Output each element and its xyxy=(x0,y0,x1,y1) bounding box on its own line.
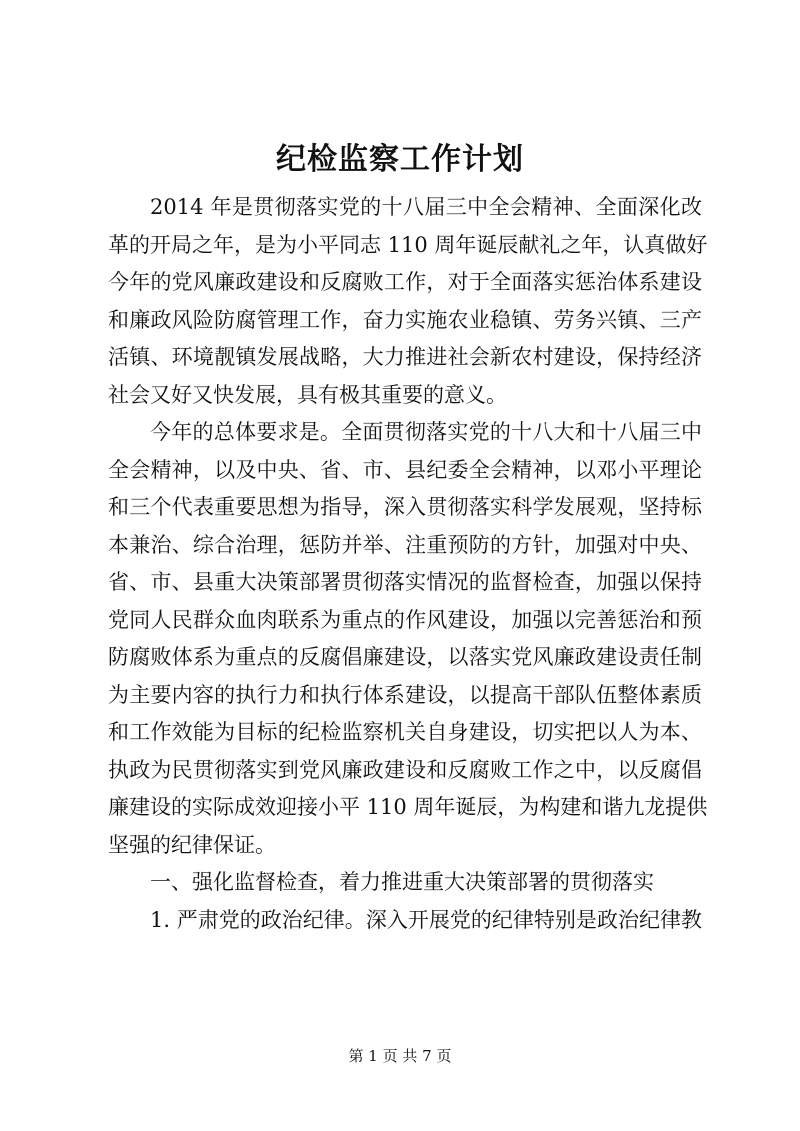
document-body xyxy=(108,189,708,939)
text-line: 全会精神，以及中央、省、市、县纪委全会精神，以邓小平理论 xyxy=(108,457,702,482)
document-title: 纪检监察工作计划 xyxy=(276,142,524,177)
text-line: 活镇、环境靓镇发展战略，大力推进社会新农村建设，保持经济 xyxy=(108,345,702,369)
text-line: 今年的党风廉政建设和反腐败工作，对于全面落实惩治体系建设 xyxy=(108,270,702,294)
text-line: 执政为民贯彻落实到党风廉政建设和反腐败工作之中，以反腐倡 xyxy=(108,757,702,782)
text-line: 廉建设的实际成效迎接小平 110 周年诞辰，为构建和谐九龙提供 xyxy=(108,795,708,819)
text-line: 和三个代表重要思想为指导，深入贯彻落实科学发展观，坚持标 xyxy=(108,495,702,519)
paragraph-requirements xyxy=(108,414,708,864)
text-line: 革的开局之年，是为小平同志 110 周年诞辰献礼之年，认真做好 xyxy=(108,232,708,257)
section-heading-1 xyxy=(108,864,702,902)
text-line: 坚强的纪律保证。 xyxy=(108,832,276,857)
text-line: 和工作效能为目标的纪检监察机关自身建设，切实把以人为本、 xyxy=(108,720,702,744)
text-line: 今年的总体要求是。全面贯彻落实党的十八大和十八届三中 xyxy=(150,420,702,444)
text-line: 2014 年是贯彻落实党的十八届三中全会精神、全面深化改 xyxy=(150,195,702,219)
paragraph-intro xyxy=(108,189,708,414)
text-line: 为主要内容的执行力和执行体系建设，以提高干部队伍整体素质 xyxy=(108,682,702,707)
text-line: 一、强化监督检查，着力推进重大决策部署的贯彻落实 xyxy=(150,870,654,894)
text-line: 本兼治、综合治理，惩防并举、注重预防的方针，加强对中央、 xyxy=(108,532,702,557)
text-line: 省、市、县重大决策部署贯彻落实情况的监督检查，加强以保持 xyxy=(108,570,702,594)
page-footer: 第 1 页 共 7 页 xyxy=(348,1047,452,1065)
paragraph-item-1 xyxy=(108,902,702,940)
text-line: 1. 严肃党的政治纪律。深入开展党的纪律特别是政治纪律教 xyxy=(150,907,702,932)
text-line: 社会又好又快发展，具有极其重要的意义。 xyxy=(108,382,507,407)
text-line: 和廉政风险防腐管理工作，奋力实施农业稳镇、劳务兴镇、三产 xyxy=(108,307,702,332)
text-line: 防腐败体系为重点的反腐倡廉建设，以落实党风廉政建设责任制 xyxy=(108,645,702,669)
text-line: 党同人民群众血肉联系为重点的作风建设，加强以完善惩治和预 xyxy=(108,607,702,632)
